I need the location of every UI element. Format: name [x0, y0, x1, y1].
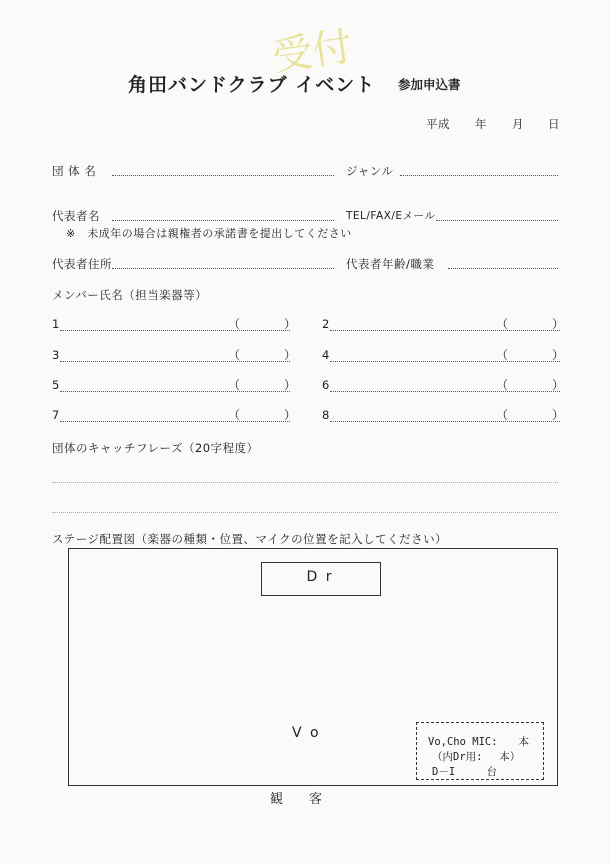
close-paren: ）: [284, 348, 297, 362]
representative-field[interactable]: [112, 220, 334, 221]
member-number: 2: [322, 317, 330, 331]
group-name-label: 団 体 名: [52, 164, 97, 178]
form-title: 角田バンドクラブ イベント: [128, 74, 376, 96]
representative-label: 代表者名: [52, 209, 100, 223]
drums-label: D r: [306, 569, 334, 585]
date-day: 日: [548, 117, 560, 131]
date-month: 月: [512, 117, 524, 131]
member-number: 5: [52, 378, 60, 392]
open-paren: （: [496, 378, 509, 392]
member-number: 7: [52, 408, 60, 422]
mic-count-vocal: Vo,Cho MIC: 本: [428, 736, 530, 748]
member-7-field[interactable]: [60, 421, 290, 422]
close-paren: ）: [552, 378, 565, 392]
close-paren: ）: [284, 317, 297, 331]
member-number: 6: [322, 378, 330, 392]
open-paren: （: [496, 317, 509, 331]
vocal-label: V o: [292, 725, 321, 741]
close-paren: ）: [284, 408, 297, 422]
address-label: 代表者住所: [52, 257, 112, 271]
close-paren: ）: [552, 317, 565, 331]
catchphrase-field-2[interactable]: [52, 512, 558, 513]
member-2-field[interactable]: [330, 330, 560, 331]
member-number: 1: [52, 317, 60, 331]
address-field[interactable]: [112, 268, 334, 269]
mic-count-drums: （内Dr用: 本）: [432, 751, 521, 763]
stage-heading: ステージ配置図（楽器の種類・位置、マイクの位置を記入してください）: [52, 532, 448, 546]
di-count: D－I 台: [432, 766, 498, 778]
member-5-field[interactable]: [60, 391, 290, 392]
genre-field[interactable]: [400, 175, 558, 176]
member-number: 8: [322, 408, 330, 422]
close-paren: ）: [552, 408, 565, 422]
group-name-field[interactable]: [112, 175, 334, 176]
open-paren: （: [496, 348, 509, 362]
received-stamp: 受付: [269, 23, 356, 81]
open-paren: （: [228, 408, 241, 422]
age-job-label: 代表者年齢/職業: [346, 257, 435, 271]
contact-label: TEL/FAX/Eメール: [346, 210, 436, 222]
date-year: 年: [475, 117, 487, 131]
close-paren: ）: [552, 348, 565, 362]
member-4-field[interactable]: [330, 361, 560, 362]
form-subtitle: 参加申込書: [398, 77, 461, 92]
member-6-field[interactable]: [330, 391, 560, 392]
members-heading: メンバー氏名（担当楽器等）: [52, 288, 208, 302]
close-paren: ）: [284, 378, 297, 392]
member-1-field[interactable]: [60, 330, 290, 331]
minor-note: ※ 未成年の場合は親権者の承諾書を提出してください: [66, 227, 352, 240]
catchphrase-field-1[interactable]: [52, 482, 558, 483]
member-number: 4: [322, 348, 330, 362]
audience-label: 観 客: [270, 792, 323, 807]
member-3-field[interactable]: [60, 361, 290, 362]
date-era: 平成: [426, 117, 450, 131]
contact-field[interactable]: [436, 220, 558, 221]
open-paren: （: [496, 408, 509, 422]
open-paren: （: [228, 378, 241, 392]
open-paren: （: [228, 348, 241, 362]
member-8-field[interactable]: [330, 421, 560, 422]
catchphrase-label: 団体のキャッチフレーズ（20字程度）: [52, 441, 259, 455]
age-job-field[interactable]: [448, 268, 558, 269]
genre-label: ジャンル: [346, 164, 394, 178]
member-number: 3: [52, 348, 60, 362]
open-paren: （: [228, 317, 241, 331]
